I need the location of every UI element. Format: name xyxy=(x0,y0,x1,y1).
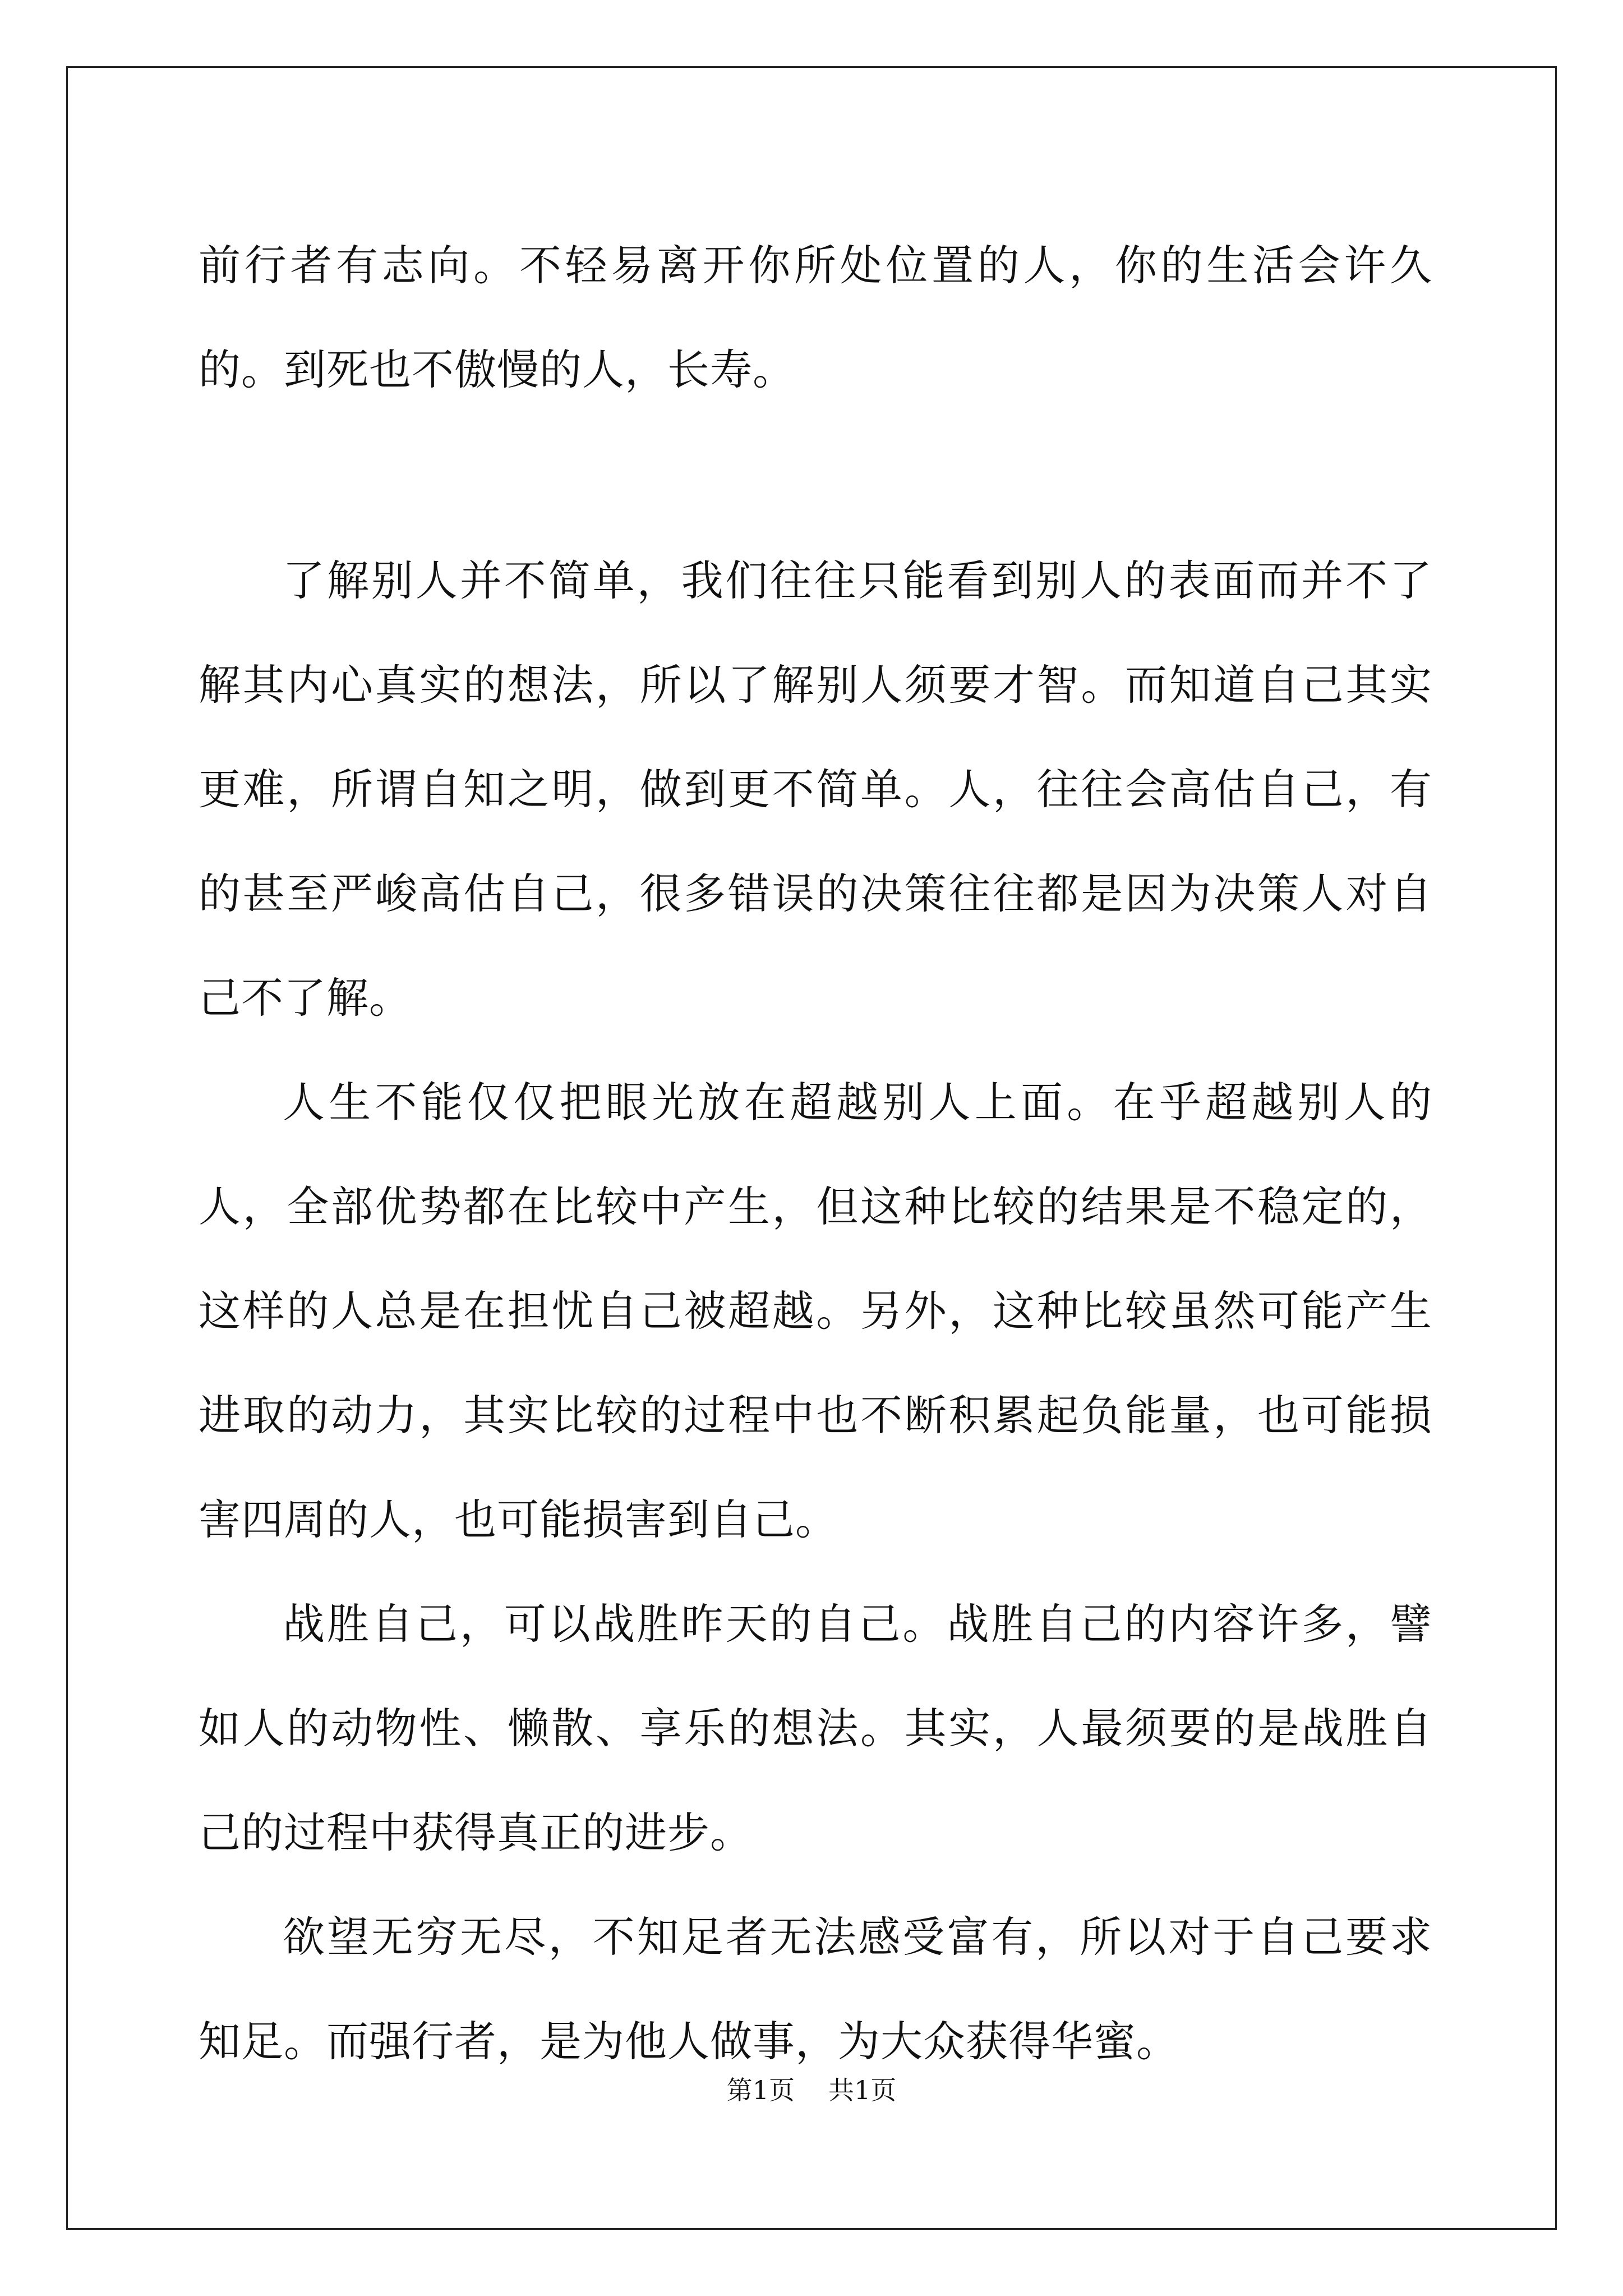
paragraph-5: 欲望无穷无尽，不知足者无法感受富有，所以对于自己要求知足。而强行者，是为他人做事，为大众获得华蜜。 xyxy=(199,1912,1432,2066)
paragraph-2: 了解别人并不简单，我们往往只能看到别人的表面而并不了解其内心真实的想法，所以了解别人须要才智。而知道自己其实更难，所谓自知之明，做到更不简单。人，往往会高估自己，有的甚至严峻高估自己，很多错误的决策往往都是因为决策人对自己不了解。 xyxy=(199,556,1432,1023)
paragraph-4: 战胜自己，可以战胜昨天的自己。战胜自己的内容许多，譬如人的动物性、懒散、享乐的想法。其实，人最须要的是战胜自己的过程中获得真正的进步。 xyxy=(199,1599,1432,1857)
paragraph-3: 人生不能仅仅把眼光放在超越别人上面。在乎超越别人的人，全部优势都在比较中产生，但这种比较的结果是不稳定的，这样的人总是在担忧自己被超越。另外，这种比较虽然可能产生进取的动力，其实比较的过程中也不断积累起负能量，也可能损害四周的人，也可能损害到自己。 xyxy=(199,1078,1432,1544)
document-body xyxy=(199,213,1432,2093)
page-footer xyxy=(0,2070,1623,2107)
page-total: 共1页 xyxy=(828,2075,897,2105)
page-number: 第1页 xyxy=(726,2075,795,2105)
paragraph-1: 前行者有志向。不轻易离开你所处位置的人，你的生活会许久的。到死也不傲慢的人，长寿。 xyxy=(199,241,1432,394)
